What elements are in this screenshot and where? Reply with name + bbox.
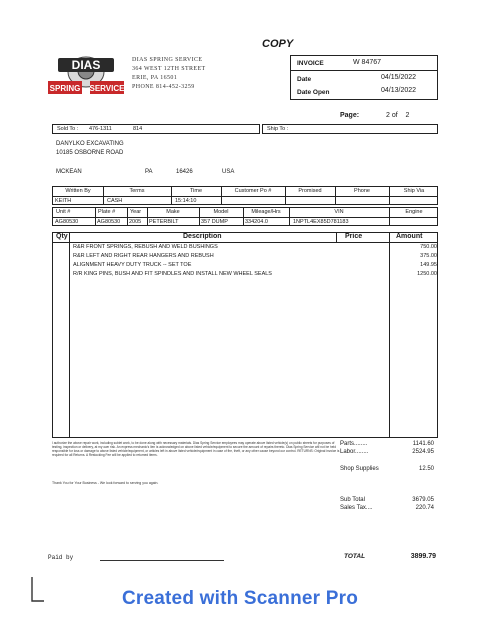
customer-country: USA	[222, 169, 235, 175]
customer-state: PA	[145, 169, 153, 175]
date-open-label: Date Open	[297, 89, 330, 96]
customer-street: 10185 OSBORNE ROAD	[56, 150, 124, 156]
col-mileage: Mileage/Hrs	[251, 209, 281, 215]
paid-by-label: Paid by	[48, 554, 74, 561]
col-unit: Unit #	[56, 209, 71, 215]
copy-label: COPY	[262, 38, 294, 50]
labor-value: 2524.95	[412, 449, 434, 455]
order-info-table	[52, 186, 438, 205]
thank-you-note: Thank You for Your Business - We look forward to serving you again.	[52, 481, 159, 485]
company-name: DIAS SPRING SERVICE	[132, 57, 203, 63]
col-year: Year	[130, 209, 142, 215]
col-plate: Plate #	[98, 209, 116, 215]
logo-text-top: DIAS	[71, 58, 101, 72]
logo-text-right: SERVICE	[89, 84, 125, 93]
page-label: Page:	[340, 112, 360, 119]
ship-to-header	[262, 124, 438, 134]
invoice-date: 04/15/2022	[381, 74, 417, 81]
invoice-number: W 84767	[353, 59, 382, 66]
line-item-amount: 149.95	[420, 262, 437, 268]
col-time: Time	[189, 188, 203, 194]
col-customer-po: Customer Po #	[234, 188, 272, 194]
sales-tax-label: Sales Tax....	[340, 505, 373, 511]
company-logo	[46, 54, 126, 98]
val-written-by: KEITH	[55, 198, 72, 204]
total-label: TOTAL	[344, 553, 366, 560]
company-address-block	[132, 56, 206, 92]
scanner-watermark: Created with Scanner Pro	[121, 588, 359, 609]
date-label: Date	[297, 76, 312, 83]
company-phone: PHONE 814-452-3259	[132, 84, 195, 90]
line-item-description: ALIGNMENT HEAVY DUTY TRUCK -- SET TOE	[73, 262, 192, 268]
sold-to-header	[52, 124, 260, 134]
val-mileage: 334204.0	[245, 219, 268, 225]
val-plate: AG80530	[97, 219, 121, 225]
qty-header: Qty	[56, 233, 68, 240]
col-model: Model	[213, 209, 229, 215]
ship-to-label: Ship To :	[267, 126, 289, 132]
col-vin: VIN	[334, 209, 344, 215]
col-written-by: Written By	[65, 188, 91, 194]
col-terms: Terms	[129, 188, 145, 194]
line-item-description: R&R LEFT AND RIGHT REAR HANGERS AND REBUSH	[73, 253, 214, 259]
line-items-table	[52, 232, 438, 438]
logo-text-left: SPRING	[49, 84, 81, 93]
col-promised: Promised	[298, 188, 322, 194]
col-make: Make	[166, 209, 180, 215]
vehicle-info-table	[52, 207, 438, 226]
val-terms: CASH	[107, 198, 123, 204]
page-number: 2 of 2	[386, 112, 410, 119]
authorization-fine-print: I authorize the above repair work, including sublet work, to be done along with necessary materials. Dias Spring Service employees may operate above listed vehicle(s) on public streets for purposes of testing, inspection or delivery, at my own risk. An express mechanic's lien is acknowledged on above listed vehicle/equipment to secure the amount of repairs thereto. Dias Spring Service will not be held responsible for loss or damage to above listed vehicle/equipment, or articles left in above listed vehicle/equipment in case of fire, theft, or any other cause beyond our control. RETURNS: Original invoice is required for all Returns. A Restocking Fee will be applied to returned items.	[52, 441, 340, 457]
labor-label: Labor........	[340, 449, 369, 455]
paid-by-signature-line	[100, 560, 224, 561]
val-make: PETERBILT	[149, 219, 179, 225]
line-item-description: R/R KING PINS, BUSH AND FIT SPINDLES AND INSTALL NEW WHEEL SEALS	[73, 271, 272, 277]
val-time: 15:14:10	[175, 198, 197, 204]
col-ship-via: Ship Via	[403, 188, 425, 194]
customer-zip: 16426	[176, 169, 193, 175]
sold-to-label: Sold To :	[57, 126, 79, 132]
invoice-info-box	[290, 55, 438, 100]
parts-label: Parts........	[340, 441, 368, 447]
company-city: ERIE, PA 16501	[132, 75, 178, 81]
line-item-amount: 1250.00	[417, 271, 437, 277]
val-model: 357 DUMP	[201, 219, 228, 225]
company-street: 364 WEST 12TH STREET	[132, 66, 206, 72]
amount-header: Amount	[396, 233, 423, 240]
subtotal-value: 3679.05	[412, 497, 434, 503]
sold-to-account: 476-1311	[89, 126, 112, 132]
col-phone: Phone	[354, 188, 370, 194]
line-item-description: R&R FRONT SPRINGS, REBUSH AND WELD BUSHINGS	[73, 244, 218, 250]
val-unit: AG80530	[55, 219, 79, 225]
shop-supplies-value: 12.50	[418, 466, 434, 472]
sales-tax-value: 220.74	[415, 505, 434, 511]
val-vin: 1NPTL4EX85D781183	[293, 219, 349, 225]
customer-city: MCKEAN	[56, 169, 82, 175]
price-header: Price	[345, 233, 363, 240]
line-item-amount: 375.00	[420, 253, 437, 259]
shop-supplies-label: Shop Supplies	[340, 466, 379, 472]
line-item-amount: 750.00	[420, 244, 437, 250]
sold-to-code: 814	[133, 126, 143, 132]
total-value: 3899.79	[410, 553, 436, 560]
description-header: Description	[183, 233, 222, 240]
col-engine: Engine	[405, 209, 423, 215]
parts-value: 1141.60	[412, 441, 434, 447]
customer-name: DANYLKO EXCAVATING	[56, 141, 124, 147]
invoice-label: INVOICE	[297, 60, 324, 67]
subtotal-label: Sub Total	[340, 497, 365, 503]
val-year: 2005	[129, 219, 142, 225]
date-open: 04/13/2022	[381, 87, 417, 94]
